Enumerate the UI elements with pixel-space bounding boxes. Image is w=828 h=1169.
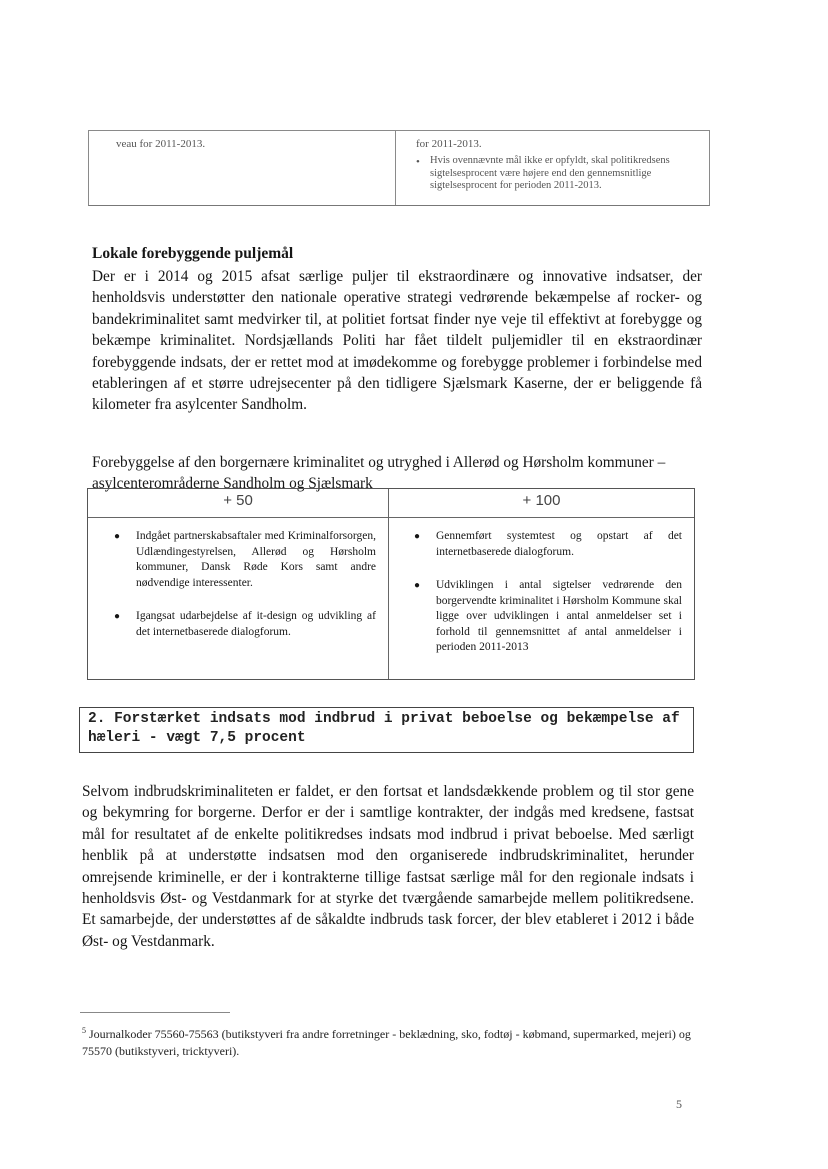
col2-list [414,529,682,656]
col2-item-2: Udviklingen i antal sigtelser vedrørende den borgervendte kriminalitet i Hørsholm Kommune skal ligge over udviklingen i antal anmeldelser set i forhold til gennemsnittet af antal anmeldelser i perioden 2011-2013 [436,579,682,653]
top-table-left-cell [89,131,396,205]
footnote-marker: 5 [82,1026,86,1035]
page-number: 5 [676,1097,682,1111]
top-table-left-text: veau for 2011-2013. [116,138,206,150]
col1-item-2: Igangsat udarbejdelse af it-design og udvikling af det internetbaserede dialogforum. [136,610,376,638]
section1-paragraph: Der er i 2014 og 2015 afsat særlige puljer til ekstraordinære og innovative indsatser, der henholdsvis understøtter den nationale operative strategi vedrørende bekæmpelse af rocker- og bandekriminalitet samt medvirker til, at politiet fortsat finder nye veje til effektivt at forebygge og bekæmpe kriminalitet. Nordsjællands Politi har fået tildelt puljemidler til en ekstraordinær forebyggende indsats, der er rettet mod at imødekomme og forebygge problemer i forbindelse med etableringen af et større udrejsecenter på den tidligere Sjælsmark Kaserne, der er beliggende få kilometer fra asylcenter Sandholm. [92,268,702,414]
top-table-right-text: for 2011-2013. [416,138,482,150]
footnote-divider [80,1012,230,1013]
footnote [82,1022,692,1060]
bullet-icon: ● [114,531,121,542]
col1-item-1: Indgået partnerskabsaftaler med Kriminalforsorgen, Udlændingestyrelsen, Allerød og Hørsholm kommuner, Dansk Røde Kors samt andre nødvendige interessenter. [136,530,376,589]
list-item [414,578,682,656]
table-divider [388,489,389,679]
bullet-icon: ● [414,531,421,542]
measure-table [87,488,695,680]
footnote-text: Journalkoder 75560-75563 (butikstyveri fra andre forretninger - beklædning, sko, fodtøj - købmand, supermarked, mejeri) og 75570 (butikstyveri, tricktyveri). [82,1027,691,1058]
section2-paragraph: Selvom indbrudskriminaliteten er faldet, er den fortsat et landsdækkende problem og til stor gene og bekymring for borgerne. Derfor er der i samtlige kontrakter, der indgås med kredsene, fastsat mål for resultatet af de enkelte politikredses indsats mod indbrud i privat beboelse. Med særligt henblik på at understøtte indsatsen mod den organiserede indbrudskriminalitet, herunder omrejsende kriminelle, er der i kontrakterne tillige fastsat særlige mål for den regionale indsats i henholdsvis Øst- og Vestdanmark for at styrke det tværgående samarbejde mellem politikredsene. Et samarbejde, der understøttes af de såkaldte indbruds task forcer, der blev etableret i 2012 i både Øst- og Vestdanmark. [82,783,694,950]
top-table-fragment [88,130,710,206]
top-table-bullet-text: Hvis ovennævnte mål ikke er opfyldt, skal politikredsens sigtelsesprocent være højere end den gennemsnitlige sigtelsesprocent for perioden 2011-2013. [430,155,670,191]
bullet-icon: ● [414,580,421,591]
bullet-icon: ● [114,611,121,622]
measure-title: Forebyggelse af den borgernære kriminalitet og utryghed i Allerød og Hørsholm kommuner – asylcenterområderne Sandholm og Sjælsmark [92,454,666,492]
bullet-icon: • [416,156,420,168]
col1-list [114,529,376,658]
col2-header: + 100 [522,492,561,509]
section2-heading: 2. Forstærket indsats mod indbrud i privat beboelse og bekæmpelse af hæleri - vægt 7,5 procent [88,711,680,746]
list-item [114,609,376,640]
col2-item-1: Gennemført systemtest og opstart af det internetbaserede dialogforum. [436,530,682,558]
list-item [114,529,376,591]
section1-heading: Lokale forebyggende puljemål [92,245,294,262]
top-table-right-cell [396,131,709,205]
section2-heading-box [79,707,694,753]
top-table-bullet [416,155,696,193]
col1-header: + 50 [223,492,253,509]
list-item [414,529,682,560]
